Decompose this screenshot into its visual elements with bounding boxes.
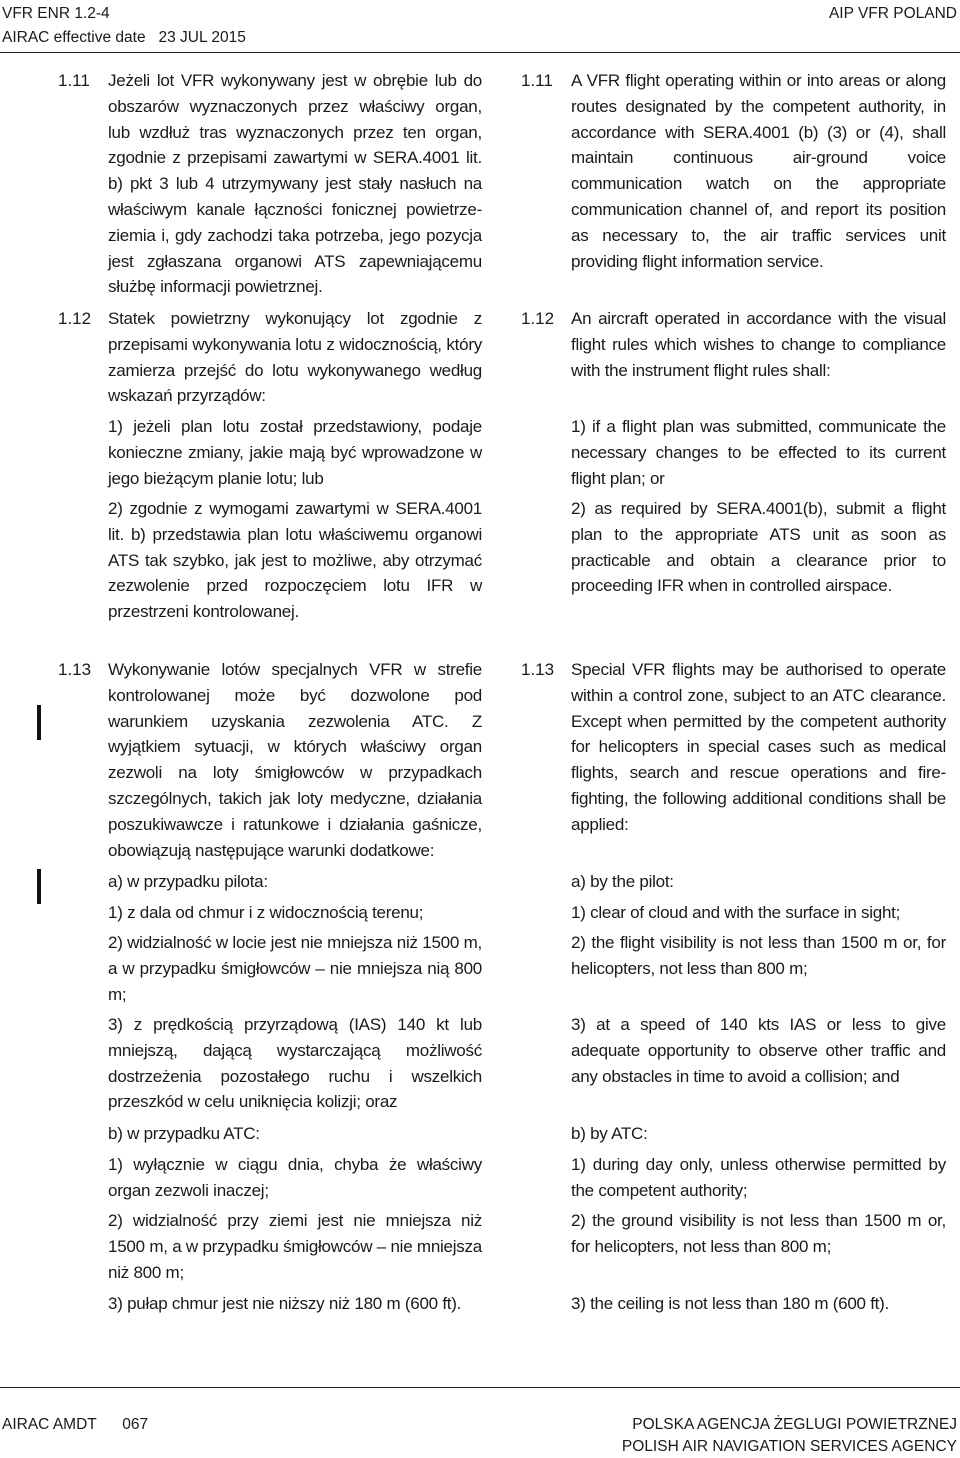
document-reference: VFR ENR 1.2-4 (2, 5, 110, 22)
agency-name-english: POLISH AIR NAVIGATION SERVICES AGENCY (621, 1438, 957, 1455)
section-number: 1.12 (58, 309, 92, 328)
page-header-left (2, 2, 246, 50)
list-item: a) by the pilot: (571, 872, 674, 891)
list-item: 1) wyłącznie w ciągu dnia, chyba że właściwy organ zezwoli inaczej; (108, 1155, 482, 1200)
section-number: 1.11 (521, 71, 553, 90)
change-bar-marker (37, 705, 41, 740)
section-1-11-pl (58, 68, 482, 300)
list-item: 1) during day only, unless otherwise permitted by the competent authority; (571, 1155, 946, 1200)
list-item: a) w przypadku pilota: (108, 872, 268, 891)
list-item: 3) the ceiling is not less than 180 m (600 ft). (571, 1294, 890, 1313)
list-item: 1) clear of cloud and with the surface in sight; (571, 903, 901, 922)
list-item: 2) as required by SERA.4001(b), submit a flight plan to the appropriate ATS unit as soon as practicable and obtain a clearance prior to proceeding IFR when in controlled airspace. (571, 499, 946, 596)
section-intro: Statek powietrzny wykonujący lot zgodnie z przepisami wykonywania lotu z widocznością, który zamierza przejść do lotu wykonywanego według wskazań przyrządów: (108, 309, 482, 406)
section-number: 1.13 (521, 660, 555, 679)
list-item: 2) widzialność w locie jest nie mniejsza niż 1500 m, a w przypadku śmigłowców – nie mniejsza nią 800 m; (108, 933, 482, 1004)
list-item: 2) zgodnie z wymogami zawartymi w SERA.4001 lit. b) przedstawia plan lotu właściwemu organowi ATS tak szybko, jak jest to możliwe, aby otrzymać zezwolenie przed rozpoczęciem lotu IFR w przestrzeni kontrolowanej. (108, 499, 482, 622)
publication-title: AIP VFR POLAND (828, 5, 957, 22)
list-item: 3) pułap chmur jest nie niższy niż 180 m (600 ft). (108, 1294, 462, 1313)
section-text: A VFR flight operating within or into areas or along routes designated by the competent authority, in accordance with SERA.4001 (b) (3) or (4), shall maintain continuous air-ground voice communication watch on the appropriate communication channel of, and report its position as necessary to, the air traffic services unit providing flight information service. (571, 71, 946, 271)
change-bar-marker (37, 869, 41, 904)
section-1-11-en (521, 68, 946, 274)
section-number: 1.11 (58, 71, 90, 90)
section-intro: Wykonywanie lotów specjalnych VFR w strefie kontrolowanej może być dozwolone pod warunkiem uzyskania zezwolenia ATC. Z wyjątkiem sytuacji, w których właściwy organ zezwoli na loty śmigłowców w przypadkach szczególnych, takich jak loty medyczne, działania poszukiwawcze i ratunkowe i działania gaśnicze, obowiązują następujące warunki dodatkowe: (108, 660, 482, 860)
section-intro: Special VFR flights may be authorised to operate within a control zone, subject to an ATC clearance. Except when permitted by the competent authority for helicopters in special cases such as medical flights, search and rescue operations and fire-fighting, the following additional conditions shall be applied: (571, 660, 946, 834)
airac-effective-date: AIRAC effective date 23 JUL 2015 (2, 29, 246, 46)
section-text: Jeżeli lot VFR wykonywany jest w obrębie lub do obszarów wyznaczonych przez właściwy organ, lub wzdłuż tras wyznaczonych przez ten organ, zgodnie z przepisami zawartymi w SERA.4001 lit. b) pkt 3 lub 4 utrzymywany jest stały nasłuch na właściwym kanale łączności fonicznej powietrze-ziemia i, gdy zachodzi taka potrzeba, jego pozycja jest zgłaszana organowi ATS zapewniającemu służbę informacji powietrznej. (108, 71, 482, 297)
section-number: 1.12 (521, 309, 555, 328)
footer-divider (0, 1387, 960, 1388)
header-divider (0, 52, 960, 53)
list-item: 1) if a flight plan was submitted, communicate the necessary changes to be effected to its current flight plan; or (571, 417, 946, 488)
list-item: 2) the flight visibility is not less than 1500 m or, for helicopters, not less than 800 m; (571, 933, 946, 978)
page-footer-right (622, 1414, 957, 1458)
list-item: 1) z dala od chmur i z widocznością terenu; (108, 903, 424, 922)
agency-name-polish: POLSKA AGENCJA ŻEGLUGI POWIETRZNEJ (632, 1416, 957, 1433)
list-item: 2) the ground visibility is not less than 1500 m or, for helicopters, not less than 800 m; (571, 1211, 946, 1256)
section-number: 1.13 (58, 660, 92, 679)
list-item: 3) at a speed of 140 kts IAS or less to give adequate opportunity to observe other traffic and any obstacles in time to avoid a collision; and (571, 1015, 946, 1086)
section-intro: An aircraft operated in accordance with the visual flight rules which wishes to change to compliance with the instrument flight rules shall: (571, 309, 946, 380)
list-item: b) w przypadku ATC: (108, 1124, 260, 1143)
amendment-number: AIRAC AMDT 067 (2, 1416, 149, 1433)
list-item: b) by ATC: (571, 1124, 648, 1143)
list-item: 3) z prędkością przyrządową (IAS) 140 kt lub mniejszą, dającą wystarczającą możliwość dostrzeżenia pozostałego ruchu i wszelkich przeszkód w celu uniknięcia kolizji; oraz (108, 1015, 482, 1112)
list-item: 2) widzialność przy ziemi jest nie mniejsza niż 1500 m, a w przypadku śmigłowców – nie mniejsza niż 800 m; (108, 1211, 482, 1282)
list-item: 1) jeżeli plan lotu został przedstawiony, podaje konieczne zmiany, jakie mają być wprowadzone w jego bieżącym planie lotu; lub (108, 417, 482, 488)
